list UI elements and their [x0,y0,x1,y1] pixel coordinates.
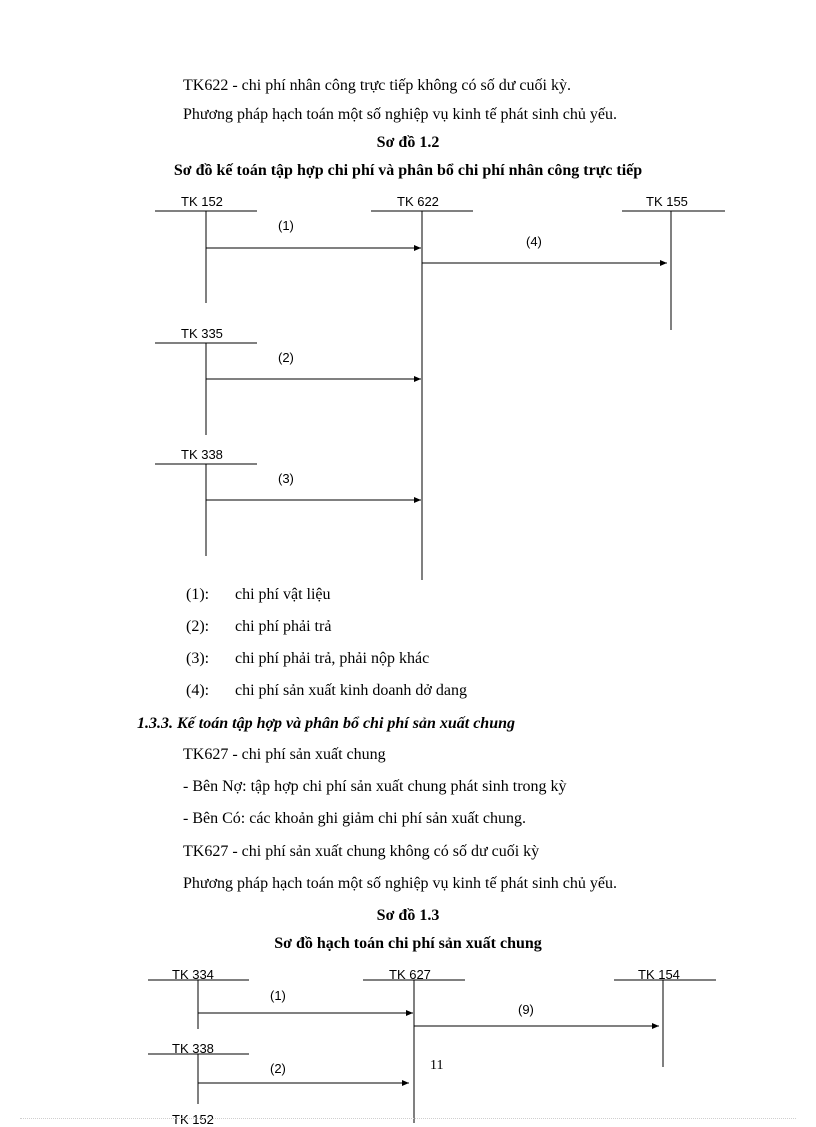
account-tk338: TK 338 [181,447,223,462]
arrow2-label-2: (2) [270,1061,286,1076]
account-tk627: TK 627 [389,967,431,982]
ben-co: - Bên Có: các khoản ghi giảm chi phí sản xuất chung. [183,810,527,827]
legend-code-4: (4): [186,682,210,699]
legend-desc-4: chi phí sản xuất kinh doanh dở dang [235,682,467,699]
diagram2-number: Sơ đồ 1.3 [376,907,440,924]
account-tk622: TK 622 [397,194,439,209]
account-tk152: TK 152 [181,194,223,209]
arrow-label-1: (1) [278,218,294,233]
tk627-desc: TK627 - chi phí sản xuất chung [183,746,386,763]
arrow2-label-1: (1) [270,988,286,1003]
legend-desc-2: chi phí phải trả [235,618,332,635]
legend-code-1: (1): [186,586,210,603]
account-tk335: TK 335 [181,326,223,341]
diagram1-title: Sơ đồ kế toán tập hợp chi phí và phân bổ chi phí nhân công trực tiếp [173,162,643,179]
section-heading: 1.3.3. Kế toán tập hợp và phân bổ chi phí sản xuất chung [137,715,515,732]
arrow-label-4: (4) [526,234,542,249]
method-intro-1: Phương pháp hạch toán một số nghiệp vụ kinh tế phát sinh chủ yếu. [183,106,617,123]
tk622-balance-note: TK622 - chi phí nhân công trực tiếp không có số dư cuối kỳ. [183,77,571,94]
legend-code-2: (2): [186,618,210,635]
arrow2-label-9: (9) [518,1002,534,1017]
method-intro-2: Phương pháp hạch toán một số nghiệp vụ kinh tế phát sinh chủ yếu. [183,875,617,892]
legend-desc-1: chi phí vật liệu [235,586,331,603]
arrow-label-2: (2) [278,350,294,365]
diagram1-number: Sơ đồ 1.2 [376,134,440,151]
account-tk155: TK 155 [646,194,688,209]
account-tk154: TK 154 [638,967,680,982]
legend-code-3: (3): [186,650,210,667]
legend-desc-3: chi phí phải trả, phải nộp khác [235,650,430,667]
ben-no: - Bên Nợ: tập hợp chi phí sản xuất chung phát sinh trong kỳ [183,778,567,795]
diagram2-title: Sơ đồ hạch toán chi phí sản xuất chung [274,935,542,952]
arrow-label-3: (3) [278,471,294,486]
tk627-no-balance: TK627 - chi phí sản xuất chung không có số dư cuối kỳ [183,843,540,860]
account-tk338-2: TK 338 [172,1041,214,1056]
account-tk152-2: TK 152 [172,1112,214,1127]
page-bottom-divider [20,1118,796,1119]
page-number: 11 [430,1058,444,1073]
account-tk334: TK 334 [172,967,214,982]
